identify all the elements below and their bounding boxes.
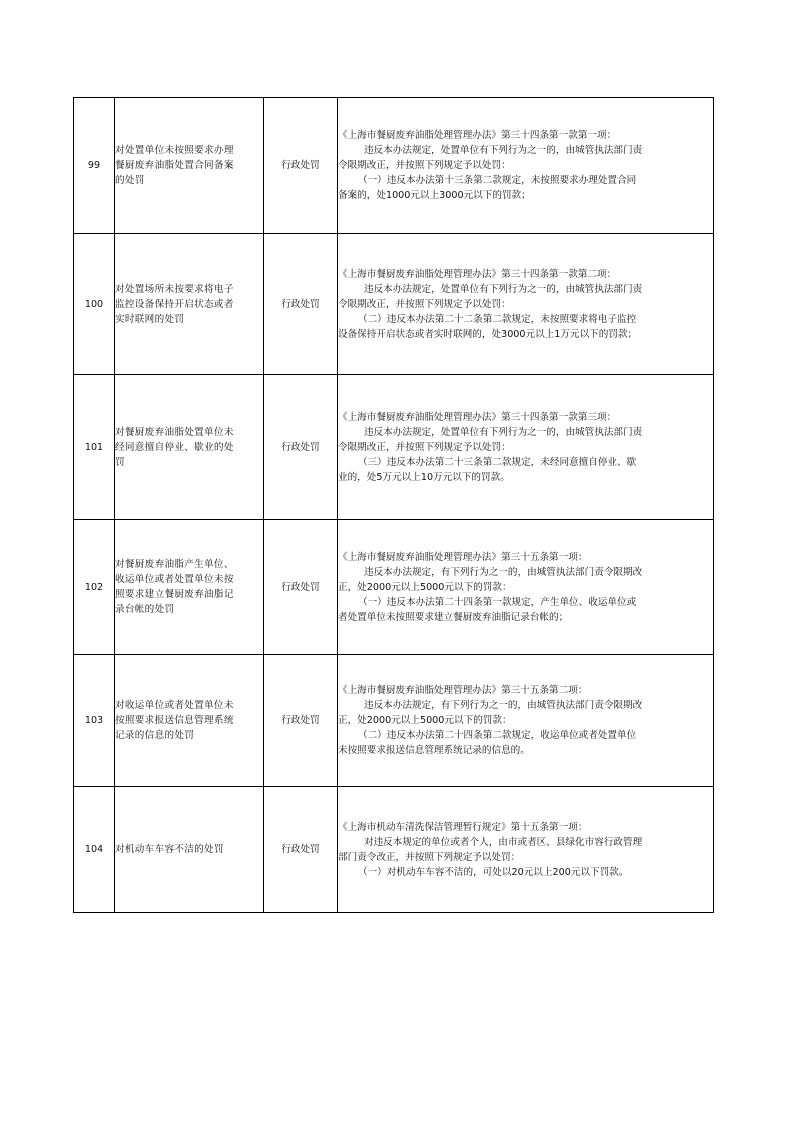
item-type: 行政处罚: [264, 520, 338, 655]
item-line: 对处置场所未按要求将电子: [115, 283, 234, 295]
item-line: 经同意擅自停业、歇业的处: [115, 441, 234, 453]
item-name: [115, 520, 264, 655]
table-row: [74, 234, 714, 375]
legal-basis: [338, 234, 714, 375]
item-type: 行政处罚: [264, 655, 338, 787]
item-line: 对餐厨废弃油脂处置单位未: [115, 426, 234, 438]
basis-line: 正，处2000元以上5000元以下的罚款：: [338, 581, 512, 593]
basis-line: 令限期改正，并按照下列规定予以处罚：: [338, 160, 511, 171]
item-line: 照要求建立餐厨废弃油脂记: [115, 589, 234, 600]
basis-line: 对违反本规定的单位或者个人，由市或者区、县绿化市容行政管理: [364, 836, 643, 848]
item-line: 录台帐的处罚: [115, 604, 175, 615]
item-line: 实时联网的处罚: [115, 313, 185, 325]
basis-line: 部门责令改正，并按照下列规定予以处罚：: [338, 851, 521, 863]
basis-line: 违反本办法规定，有下列行为之一的，由城管执法部门责令限期改: [364, 700, 643, 711]
item-type: 行政处罚: [264, 234, 338, 375]
item-type: 行政处罚: [264, 787, 338, 913]
item-type: 行政处罚: [264, 375, 338, 520]
basis-line: 违反本办法规定，有下列行为之一的，由城管执法部门责令限期改: [364, 566, 643, 578]
table-row: [74, 787, 714, 913]
row-number: 103: [74, 655, 115, 787]
basis-line: 《上海市餐厨废弃油脂处理管理办法》第三十五条第一项：: [338, 551, 588, 563]
basis-line: 正，处2000元以上5000元以下的罚款：: [338, 715, 512, 726]
basis-line: （二）违反本办法第二十二条第二款规定，未按照要求将电子监控: [358, 313, 637, 325]
row-number: 101: [74, 375, 115, 520]
item-line: 记录的信息的处罚: [115, 730, 195, 741]
basis-line: （一）违反本办法第二十四条第一款规定，产生单位、收运单位或: [358, 596, 637, 608]
table-row: [74, 520, 714, 655]
item-line: 监控设备保持开启状态或者: [115, 298, 234, 310]
basis-line: 《上海市餐厨废弃油脂处理管理办法》第三十四条第一款第三项：: [338, 411, 617, 423]
legal-basis: [338, 520, 714, 655]
item-type: 行政处罚: [264, 98, 338, 234]
item-name: [115, 787, 264, 913]
row-number: 99: [74, 98, 115, 234]
basis-line: 违反本办法规定，处置单位有下列行为之一的，由城管执法部门责: [364, 145, 643, 156]
basis-line: 《上海市餐厨废弃油脂处理管理办法》第三十四条第一款第一项：: [338, 130, 617, 141]
penalty-table: [73, 97, 714, 913]
basis-line: 业的，处5万元以上10万元以下的罚款。: [338, 471, 510, 483]
item-name: [115, 375, 264, 520]
item-name: [115, 98, 264, 234]
legal-basis: [338, 655, 714, 787]
basis-line: 违反本办法规定，处置单位有下列行为之一的，由城管执法部门责: [364, 283, 643, 295]
table-row: [74, 655, 714, 787]
row-number: 104: [74, 787, 115, 913]
basis-line: 令限期改正，并按照下列规定予以处罚：: [338, 441, 511, 453]
basis-line: （二）违反本办法第二十四条第二款规定，收运单位或者处置单位: [358, 730, 637, 741]
basis-line: 令限期改正，并按照下列规定予以处罚：: [338, 298, 511, 310]
item-line: 对收运单位或者处置单位未: [115, 700, 234, 711]
item-line: 按照要求报送信息管理系统: [115, 715, 234, 726]
item-line: 餐厨废弃油脂处置合同备案: [115, 160, 234, 171]
legal-basis: [338, 98, 714, 234]
basis-line: 《上海市机动车清洗保洁管理暂行规定》第十五条第一项：: [338, 821, 588, 833]
item-line: 罚: [115, 456, 125, 468]
item-line: 收运单位或者处置单位未按: [115, 574, 234, 585]
item-line: 对机动车车容不洁的处罚: [115, 844, 224, 855]
basis-line: 未按照要求报送信息管理系统记录的信息的。: [338, 745, 530, 756]
item-name: [115, 655, 264, 787]
row-number: 102: [74, 520, 115, 655]
item-line: 对餐厨废弃油脂产生单位、: [115, 559, 234, 570]
legal-basis: [338, 375, 714, 520]
basis-line: 《上海市餐厨废弃油脂处理管理办法》第三十五条第二项：: [338, 685, 588, 696]
row-number: 100: [74, 234, 115, 375]
basis-line: 设备保持开启状态或者实时联网的，处3000元以上1万元以下的罚款；: [338, 328, 638, 340]
basis-line: 违反本办法规定，处置单位有下列行为之一的，由城管执法部门责: [364, 426, 643, 438]
basis-line: 备案的，处1000元以上3000元以下的罚款；: [338, 190, 531, 201]
basis-line: 者处置单位未按照要求建立餐厨废弃油脂记录台帐的；: [338, 611, 569, 623]
basis-line: （三）违反本办法第二十三条第二款规定，未经同意擅自停业、歇: [358, 456, 637, 468]
table-row: [74, 375, 714, 520]
table-row: [74, 98, 714, 234]
basis-line: （一）对机动车车容不洁的，可处以20元以上200元以下罚款。: [358, 866, 629, 878]
item-name: [115, 234, 264, 375]
basis-line: （一）违反本办法第十三条第二款规定，未按照要求办理处置合同: [358, 175, 637, 186]
basis-line: 《上海市餐厨废弃油脂处理管理办法》第三十四条第一款第二项：: [338, 268, 617, 280]
item-line: 的处罚: [115, 175, 145, 186]
legal-basis: [338, 787, 714, 913]
item-line: 对处置单位未按照要求办理: [115, 145, 234, 156]
